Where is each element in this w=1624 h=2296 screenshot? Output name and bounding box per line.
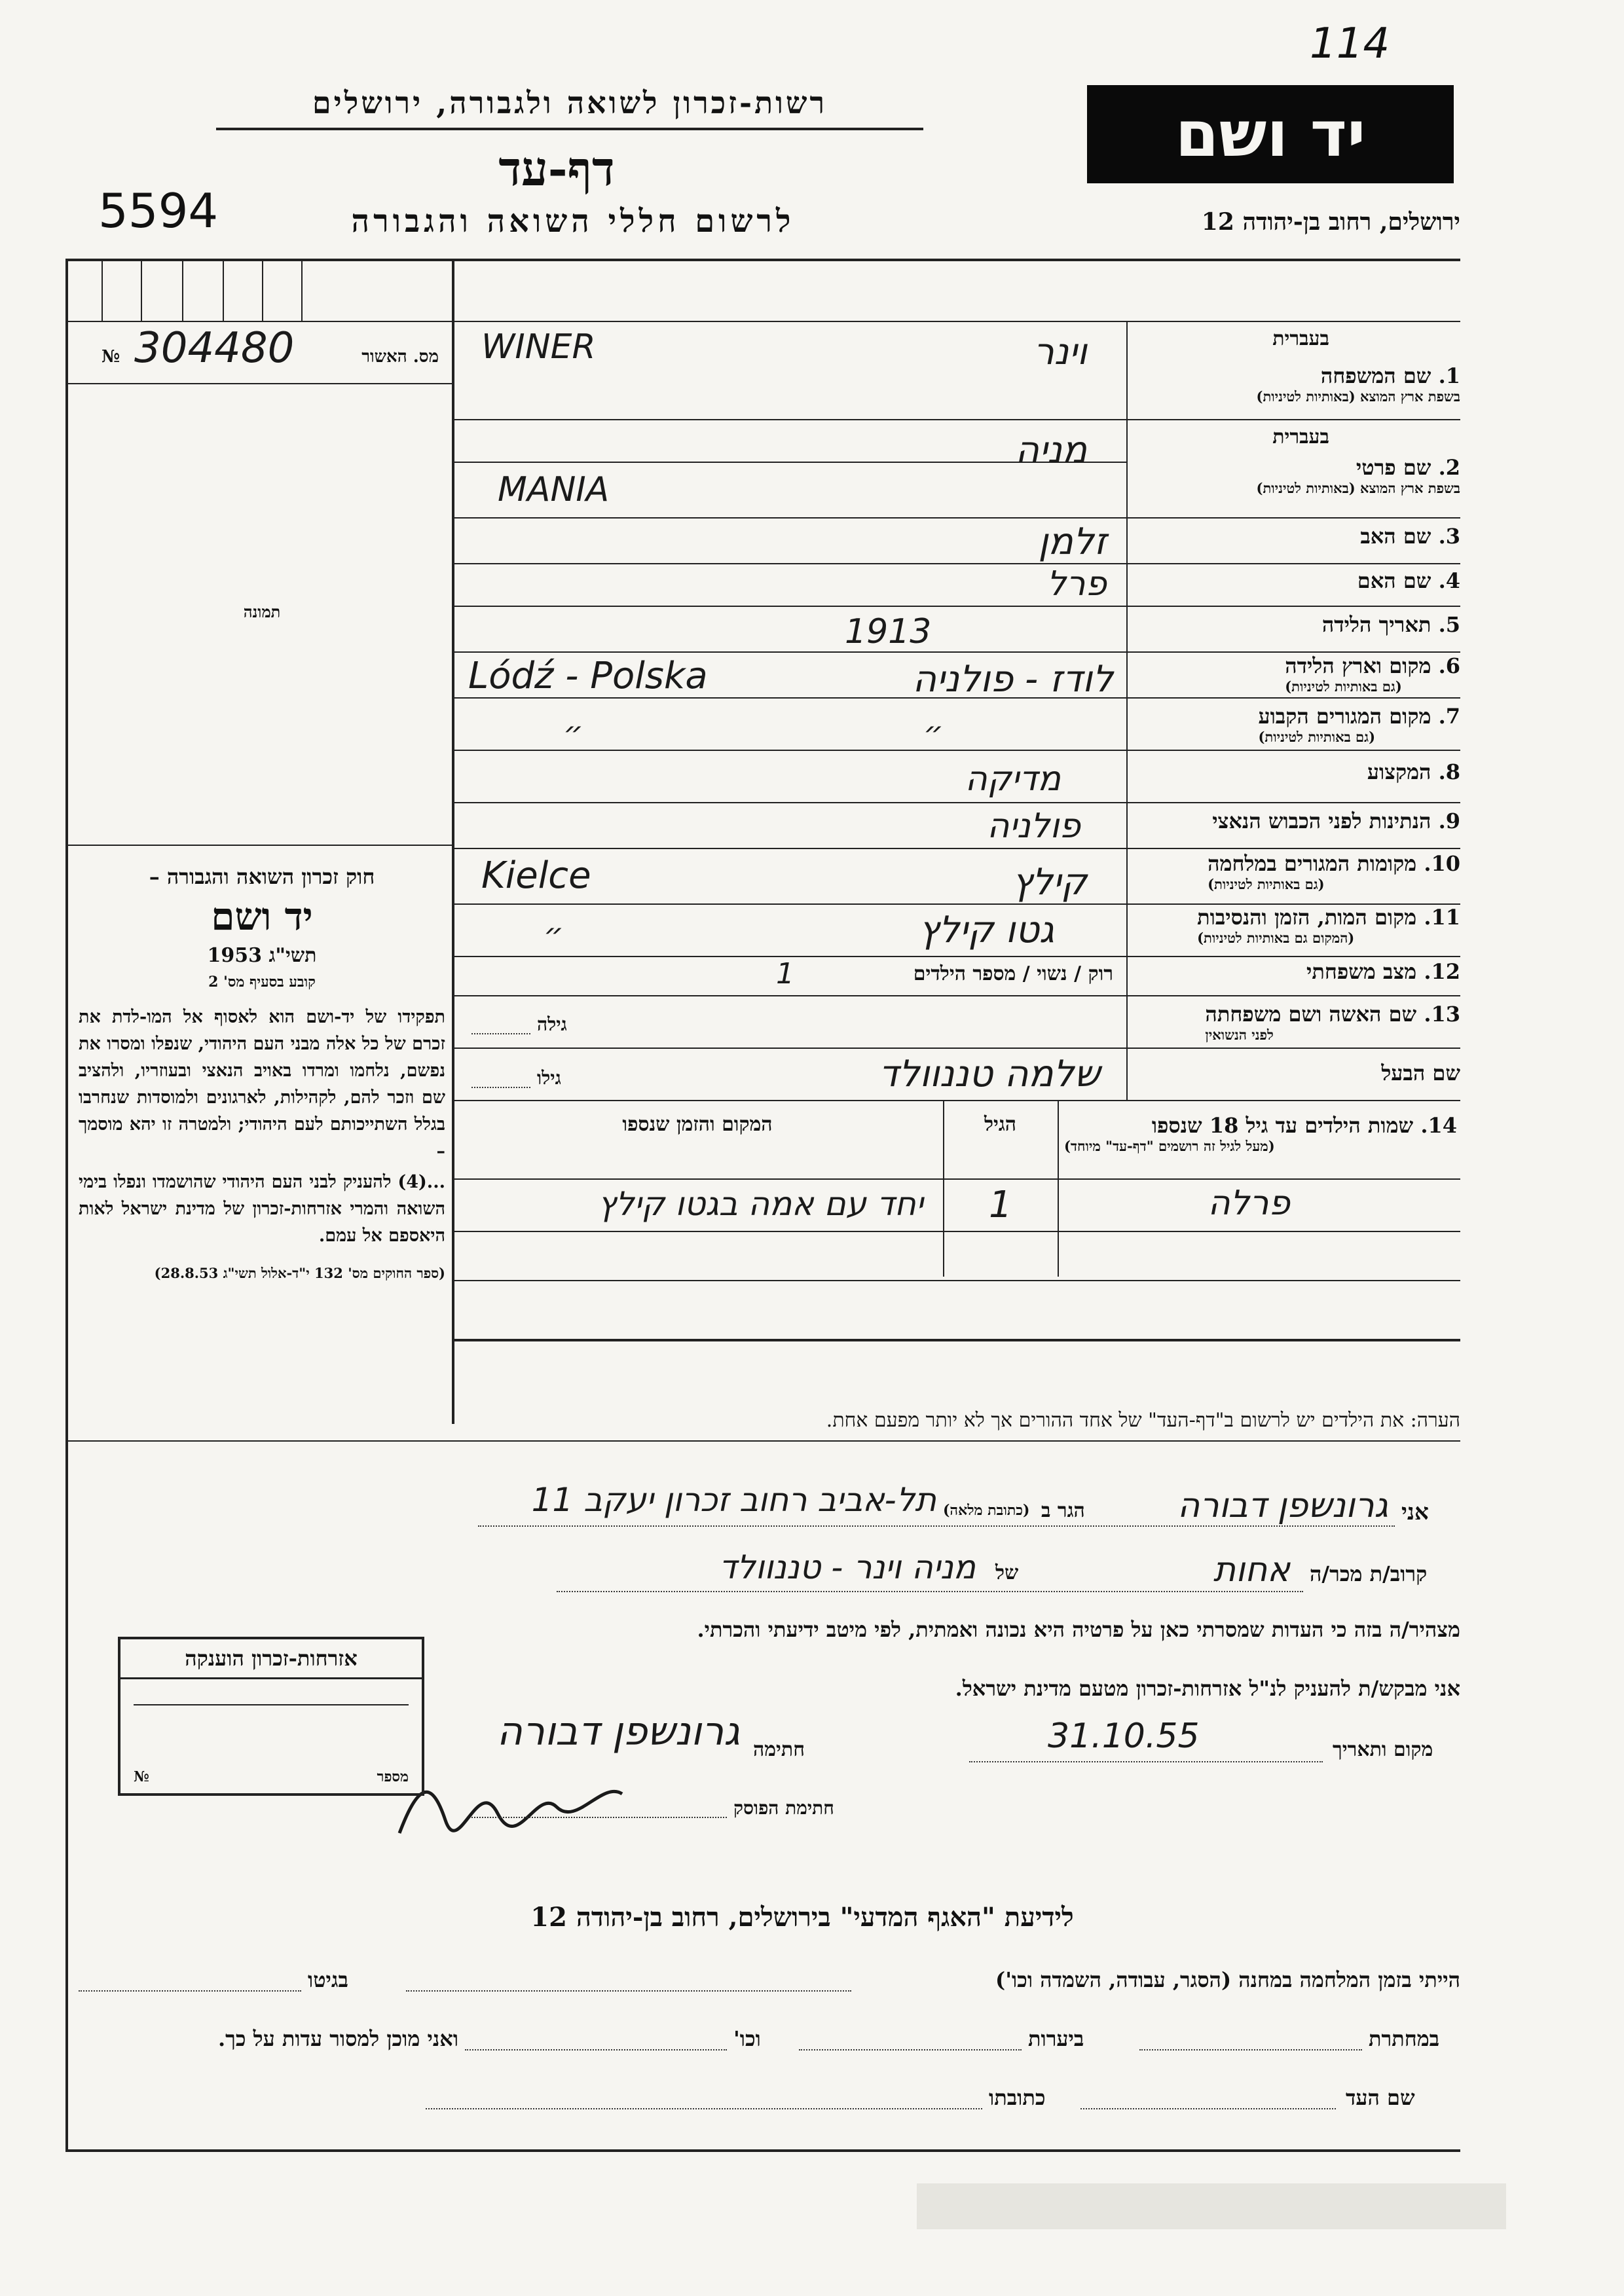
band-tick-3	[182, 259, 183, 321]
col-age-header: הגיל	[984, 1113, 1017, 1136]
field-6-name: מקום וארץ הלידה	[1285, 653, 1431, 678]
birthplace-hebrew: לודז - פולניה	[912, 658, 1113, 701]
typist-dots	[471, 1817, 727, 1818]
field-13-label	[1205, 1002, 1460, 1044]
field-4-no: 4.	[1438, 568, 1460, 593]
field-7-sub: (גם באותיות לטיניות)	[1258, 729, 1375, 745]
typist-label: חתימת הפוסק	[733, 1797, 834, 1819]
child-name: פרלה	[1208, 1184, 1290, 1223]
field-10-name: מקומות המגורים במלחמה	[1208, 851, 1417, 876]
mother-name: פרל	[1046, 564, 1107, 604]
birthplace-latin: Lódź - Polska	[468, 655, 708, 697]
decl-of-label: של	[995, 1561, 1019, 1584]
field-7-label	[1258, 704, 1460, 746]
law-title-1: חוק זכרון השואה והגבורה –	[149, 864, 375, 889]
footer-title: לידיעת "האגף המדעי" בירושלים, רחוב בן-יהודה 12	[530, 1902, 1074, 1933]
yad-vashem-logo	[1087, 85, 1454, 183]
footer-line1-a: הייתי בזמן המלחמה במחנה (הסגר, עבודה, השמדה וכו')	[995, 1967, 1460, 1992]
decl-relative-label: קרוב/ת מכר/ה	[1310, 1561, 1428, 1586]
citizenship-number-symbol: №	[134, 1768, 149, 1785]
decl-statement: מצהיר/ה בזה כי העדות שמסרתי כאן על פרטיה היא נכונה ואמתית, לפי מיטב ידיעתי והכרתי.	[697, 1617, 1460, 1642]
footer-line2-a: במחתרת	[1369, 2026, 1440, 2051]
label-col-divider	[1126, 321, 1128, 1100]
field-5-name: תאריך הלידה	[1321, 612, 1431, 637]
band-tick-2	[141, 259, 142, 321]
field-5-no: 5.	[1438, 612, 1460, 637]
wife-age-dots	[471, 1033, 530, 1034]
decl-i-name: גרונשפן דבורה	[1177, 1486, 1388, 1525]
field-3-no: 3.	[1438, 524, 1460, 549]
frame-bottom	[65, 2149, 1460, 2152]
children-sub: (מעל לגיל זה רושמים "דף-עד" מיוחד)	[1064, 1138, 1275, 1154]
decl-i-label: אני	[1401, 1499, 1429, 1525]
field-9-name: הנתינות לפני הכבוש הנאצי	[1212, 809, 1431, 833]
row-line-7	[452, 750, 1460, 751]
footer-line1-b: בגיטו	[308, 1967, 348, 1992]
record-no-symbol: №	[101, 347, 120, 367]
field-4-label	[1357, 568, 1460, 593]
husband-label: שם הבעל	[1381, 1061, 1460, 1085]
children-col-2	[1058, 1100, 1059, 1277]
decl-relative-dots	[557, 1591, 1303, 1592]
law-section: קובע בסעיף מס' 2	[208, 974, 316, 991]
footer-line2-dots-c	[465, 2049, 727, 2050]
decl-request: אני מבקש/ת להעניק לנ"ל אזרחות-זכרון מטעם מדינת ישראל.	[955, 1676, 1460, 1701]
footer-line2-d: ואני מוכן למסור עדות על כך.	[217, 2026, 458, 2051]
row-line-14	[452, 1100, 1460, 1101]
row-line-4	[452, 606, 1460, 607]
record-no-line	[65, 383, 452, 384]
field-6-no: 6.	[1438, 653, 1460, 678]
decl-relation: אחות	[1213, 1550, 1290, 1590]
field-8-name: המקצוע	[1367, 759, 1431, 784]
examiner-signature	[393, 1768, 629, 1846]
field-1-name: שם המשפחה	[1320, 363, 1431, 388]
field-13-no: 13.	[1424, 1002, 1460, 1027]
field-12-name: מצב משפחתי	[1306, 959, 1417, 984]
children-row-line-1	[452, 1231, 1460, 1232]
photo-bottom	[65, 845, 452, 846]
marital-options: רוק / נשוי / מספר הילדים	[913, 962, 1113, 985]
children-col-1	[943, 1100, 944, 1277]
child-place: יחד עם אמה בגטו קילץ	[598, 1185, 923, 1223]
record-number-row	[72, 324, 445, 380]
footer-line2-c: וכו'	[733, 2026, 761, 2051]
field-1-no: 1.	[1438, 363, 1460, 388]
children-table-bottom	[452, 1339, 1460, 1341]
place-date-dots	[969, 1761, 1323, 1762]
field-2-name: שם פרטי	[1356, 455, 1431, 480]
child-age: 1	[989, 1184, 1012, 1226]
father-name: זלמן	[1038, 520, 1107, 563]
residence-value: ״	[563, 715, 583, 752]
footer-line1-dots-a	[406, 1990, 851, 1992]
footer-line2-dots-a	[1139, 2049, 1362, 2050]
husband-name: שלמה טננוולד	[879, 1053, 1100, 1095]
frame-left	[65, 259, 68, 2151]
row-line-2	[452, 517, 1460, 519]
footer-line3-a: שם העד	[1346, 2085, 1415, 2110]
husband-age-label: גילו	[537, 1067, 561, 1089]
law-title-2: יד ושם	[211, 894, 313, 939]
citizenship-number-row	[134, 1768, 409, 1785]
death-place-hebrew: גטו קילץ	[919, 909, 1054, 951]
decl-address: תל-אביב רחוב זכרון יעקב 11	[531, 1481, 936, 1519]
children-header-line	[452, 1178, 1460, 1180]
row-line-1	[452, 419, 1460, 420]
footer-line3-dots-b	[426, 2108, 982, 2109]
citizenship-title: אזרחות-זכרון הוענקה	[120, 1639, 422, 1679]
note-text: הערה: את הילדים יש לרשום ב"דף-העד" של אחד ההורים אך לא יותר מפעם אחת.	[826, 1409, 1460, 1432]
field-9-label	[1212, 809, 1460, 833]
field-7-no: 7.	[1438, 704, 1460, 729]
field-13-sub: לפני הנשואין	[1205, 1027, 1274, 1043]
row-line-9	[452, 848, 1460, 849]
field-2-no: 2.	[1438, 455, 1460, 480]
field-2-label	[1146, 426, 1460, 517]
field-11-name: מקום המות, הזמן והנסיבות	[1197, 905, 1417, 930]
children-no: 14.	[1420, 1113, 1457, 1138]
firstname-latin: MANIA	[498, 470, 610, 509]
field-8-label	[1367, 759, 1460, 784]
footer-line3-dots-a	[1080, 2108, 1336, 2109]
band-tick-5	[262, 259, 263, 321]
citizenship-box	[118, 1637, 424, 1796]
col-place-header: המקום והזמן שנספו	[622, 1113, 773, 1136]
row-line-11	[452, 956, 1460, 957]
field-10-no: 10.	[1424, 851, 1460, 876]
law-paragraph-1: תפקידו של יד-ושם הוא לאסוף אל המו-לדת את זכרם של כל אלה מבני העם היהודי, שנפלו ומסרו את נפשם, נלחמו ומרדו באויב הנאצי ובעוזריו, ולהציב שם וזכר להם, לקהילות, לארגונים ולמוסדות שנחרבו בגלל השתייכותם לעם היהודי; ולמטרה זו יהא מוסמך –	[79, 1007, 445, 1161]
wife-age-label: גילה	[537, 1013, 567, 1035]
field-11-sub: (המקום גם באותיות לטיניות)	[1197, 930, 1355, 946]
record-no-label: מס. האשור	[361, 347, 439, 367]
children-label: שמות הילדים עד גיל 18 שנספו	[1151, 1113, 1414, 1138]
footer-line3-b: כתובתו	[989, 2085, 1046, 2110]
signature-label: חתימה	[753, 1738, 805, 1761]
record-no-value: 304480	[134, 324, 295, 373]
decl-date: 31.10.55	[1048, 1717, 1200, 1756]
field-11-label	[1197, 905, 1460, 947]
footer-line2-b: ביערות	[1028, 2026, 1084, 2051]
law-source: (ספר החוקים מס' 132 י"ד-אלול תשי"ג 28.8.53)	[154, 1265, 445, 1281]
surname-latin: WINER	[481, 327, 596, 367]
wartime-residence-latin: Kielce	[481, 854, 591, 897]
law-paragraph-2: ...(4) להעניק לבני העם היהודי שהושמדו ונפלו בימי השואה והמרי אזרחות-זכרון של מדינת ישראל לאות היאספם אל עמם.	[79, 1172, 445, 1246]
field-12-no: 12.	[1424, 959, 1460, 984]
field-8-no: 8.	[1438, 759, 1460, 784]
field-1-tag: בעברית	[1272, 327, 1329, 350]
birth-date: 1913	[845, 612, 932, 651]
logo-text: יד ושם	[1175, 98, 1366, 171]
decl-of-name: מניה וינר - טננוולד	[718, 1548, 976, 1586]
left-col-divider	[452, 259, 454, 1424]
field-5-label	[1322, 612, 1460, 637]
field-1-label	[1146, 327, 1460, 419]
address: ירושלים, רחוב בן-יהודה 12	[1201, 208, 1460, 236]
top-band-line	[65, 321, 1460, 322]
decl-resides-label: הגר ב	[1041, 1499, 1085, 1522]
field-2-sub: בשפת ארץ המוצא (באותיות לטיניות)	[1256, 480, 1460, 496]
field-6-label	[1285, 653, 1460, 695]
children-header	[1064, 1113, 1457, 1155]
frame-top	[65, 259, 1460, 261]
band-tick-4	[223, 259, 224, 321]
field-3-name: שם האב	[1360, 524, 1431, 549]
page-subtitle: לרשום חללי השואה והגבורה	[351, 203, 795, 240]
field-4-name: שם האם	[1357, 568, 1431, 593]
note-line	[65, 1440, 1460, 1442]
band-tick-1	[101, 259, 103, 321]
org-underline	[216, 128, 923, 130]
decl-signature: גרונשפן דבורה	[496, 1709, 740, 1755]
field-11-no: 11.	[1424, 905, 1460, 930]
photo-label: תמונה	[243, 602, 281, 621]
footer-line2-dots-b	[799, 2049, 1022, 2050]
scan-smudge	[917, 2183, 1506, 2229]
surname-hebrew: וינר	[1033, 331, 1087, 373]
row-line-13	[452, 1048, 1460, 1049]
corner-number: 114	[1310, 20, 1390, 68]
wartime-residence-hebrew: קילץ	[1012, 861, 1087, 903]
citizenship-number-label: מספר	[377, 1768, 409, 1785]
law-block	[79, 864, 445, 1282]
children-row-line-2	[452, 1280, 1460, 1281]
place-date-label: מקום ותאריך	[1333, 1738, 1433, 1761]
field-1-sub: בשפת ארץ המוצא (באותיות לטיניות)	[1256, 388, 1460, 405]
field-10-sub: (גם באותיות לטיניות)	[1208, 876, 1325, 892]
field-2-tag: בעברית	[1272, 426, 1329, 448]
field-6-sub: (גם באותיות לטיניות)	[1285, 678, 1402, 695]
decl-address-dots	[478, 1525, 1395, 1527]
row-line-12	[452, 995, 1460, 996]
profession-value: מדיקה	[965, 759, 1061, 799]
residence-value-2: ״	[923, 715, 944, 752]
row-line-8	[452, 802, 1460, 803]
file-number: 5594	[98, 183, 219, 238]
field-9-no: 9.	[1438, 809, 1460, 833]
firstname-hebrew: מניה	[1015, 429, 1087, 471]
decl-address-hint: (כתובת מלאה)	[943, 1502, 1030, 1519]
row-line-5	[452, 651, 1460, 653]
org-line: רשות-זכרון לשואה ולגבורה, ירושלים	[312, 85, 828, 120]
field-3-label	[1360, 524, 1460, 549]
children-count: 1	[776, 957, 794, 991]
death-place-latin: ״	[544, 917, 564, 953]
husband-age-dots	[471, 1087, 530, 1088]
field-12-label	[1306, 959, 1460, 984]
footer-line1-dots-b	[79, 1990, 301, 1992]
field-7-name: מקום המגורים הקבוע	[1258, 704, 1431, 729]
examiner-signature-scribble	[393, 1768, 629, 1846]
law-year: תשי"ג 1953	[207, 944, 317, 967]
band-tick-6	[301, 259, 303, 321]
citizenship-line-1	[134, 1704, 409, 1705]
field-13-name: שם האשה ושם משפחתה	[1205, 1002, 1417, 1027]
citizenship-value: פולניה	[987, 807, 1080, 846]
field-10-label	[1208, 851, 1460, 893]
page-title: דף-עד	[498, 141, 615, 196]
